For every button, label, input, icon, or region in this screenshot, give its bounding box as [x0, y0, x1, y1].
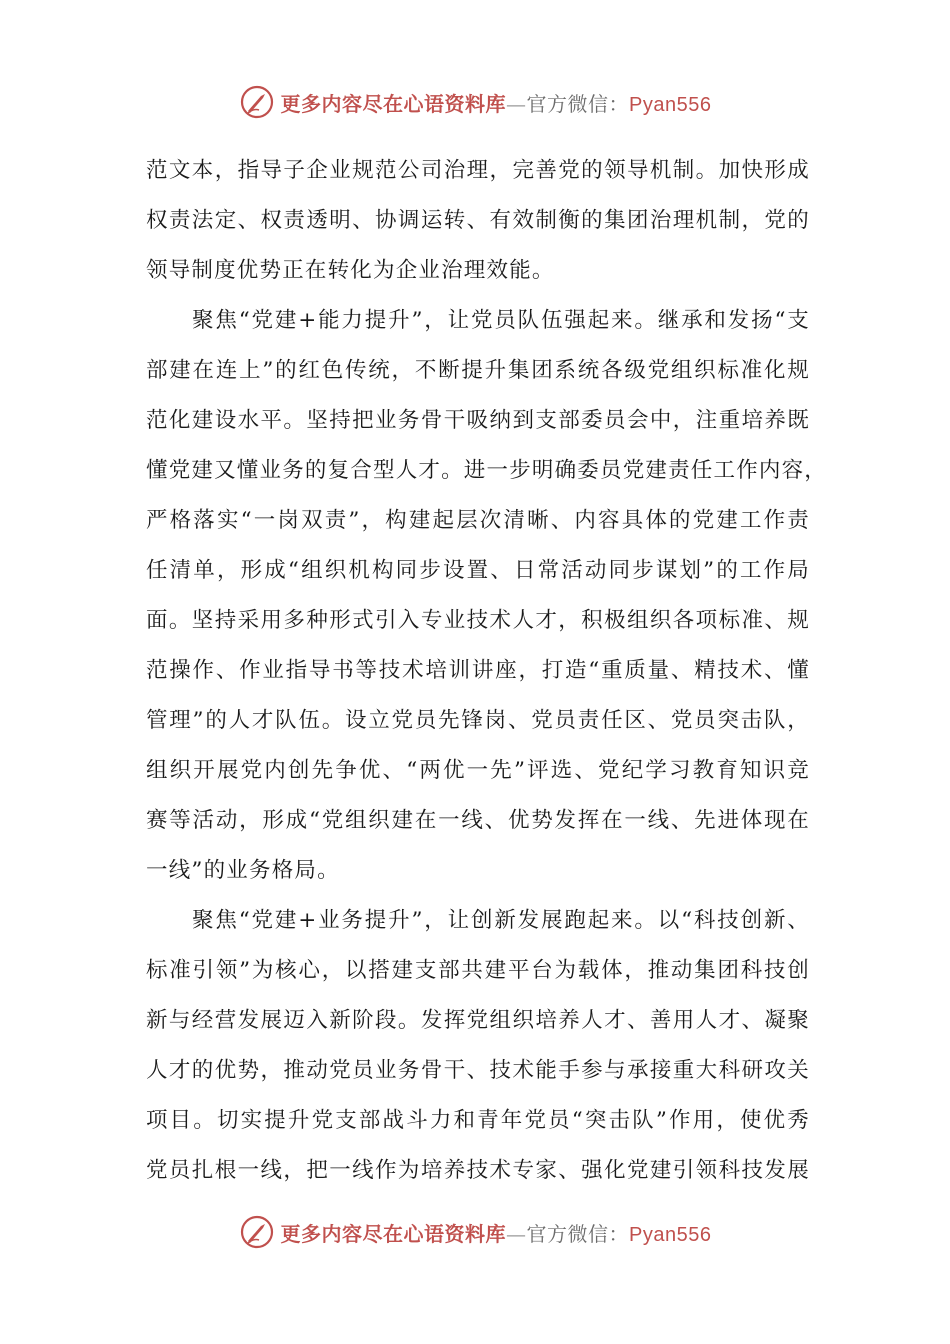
footer-brand: 更多内容尽在心语资料库: [280, 1221, 507, 1246]
text-line: 懂党建又懂业务的复合型人才。进一步明确委员党建责任工作内容，: [146, 458, 828, 483]
text-line: 聚焦“党建+能力提升”，让党员队伍强起来。继承和发扬“支: [192, 308, 810, 333]
text-line: 项目。切实提升党支部战斗力和青年党员“突击队”作用，使优秀: [146, 1108, 810, 1133]
text-line: 人才的优势，推动党员业务骨干、技术能手参与承接重大科研攻关: [146, 1058, 810, 1083]
text-line: 一线”的业务格局。: [146, 858, 340, 883]
text-line: 聚焦“党建+业务提升”，让创新发展跑起来。以“科技创新、: [192, 908, 810, 933]
text-line: 组织开展党内创先争优、“两优一先”评选、党纪学习教育知识竞: [146, 758, 810, 783]
text-line: 标准引领”为核心，以搭建支部共建平台为载体，推动集团科技创: [146, 958, 810, 983]
footer-watermark-banner: [0, 1212, 950, 1252]
text-line: 面。坚持采用多种形式引入专业技术人才，积极组织各项标准、规: [146, 608, 810, 633]
text-line: 任清单，形成“组织机构同步设置、日常活动同步谋划”的工作局: [146, 558, 810, 583]
text-line: 范化建设水平。坚持把业务骨干吸纳到支部委员会中，注重培养既: [146, 408, 810, 433]
pen-logo-icon: [239, 84, 275, 120]
header-watermark-banner: [0, 82, 950, 122]
text-line: 管理”的人才队伍。设立党员先锋岗、党员责任区、党员突击队，: [146, 708, 810, 733]
text-line: 权责法定、权责透明、协调运转、有效制衡的集团治理机制，党的: [146, 208, 810, 233]
text-line: 范文本，指导子企业规范公司治理，完善党的领导机制。加快形成: [146, 158, 810, 183]
text-line: 领导制度优势正在转化为企业治理效能。: [146, 258, 555, 283]
text-line: 赛等活动，形成“党组织建在一线、优势发挥在一线、先进体现在: [146, 808, 810, 833]
header-banner-text: [281, 88, 712, 117]
text-line: 部建在连上”的红色传统，不断提升集团系统各级党组织标准化规: [146, 358, 810, 383]
text-line: 新与经营发展迈入新阶段。发挥党组织培养人才、善用人才、凝聚: [146, 1008, 810, 1033]
header-brand: 更多内容尽在心语资料库: [280, 91, 507, 116]
header-wechat-id: Pyan556: [629, 93, 712, 116]
text-line: 范操作、作业指导书等技术培训讲座，打造“重质量、精技术、懂: [146, 658, 810, 683]
pen-logo-icon: [239, 1214, 275, 1250]
document-body: [146, 146, 828, 1196]
footer-wechat-id: Pyan556: [629, 1223, 712, 1246]
text-line: 党员扎根一线，把一线作为培养技术专家、强化党建引领科技发展: [146, 1158, 810, 1183]
text-line: 严格落实“一岗双责”，构建起层次清晰、内容具体的党建工作责: [146, 508, 810, 533]
footer-banner-text: [281, 1218, 712, 1247]
footer-dash: —: [506, 1221, 527, 1246]
footer-wechat-label: 官方微信：: [526, 1221, 630, 1246]
header-wechat-label: 官方微信：: [526, 91, 630, 116]
header-dash: —: [506, 91, 527, 116]
